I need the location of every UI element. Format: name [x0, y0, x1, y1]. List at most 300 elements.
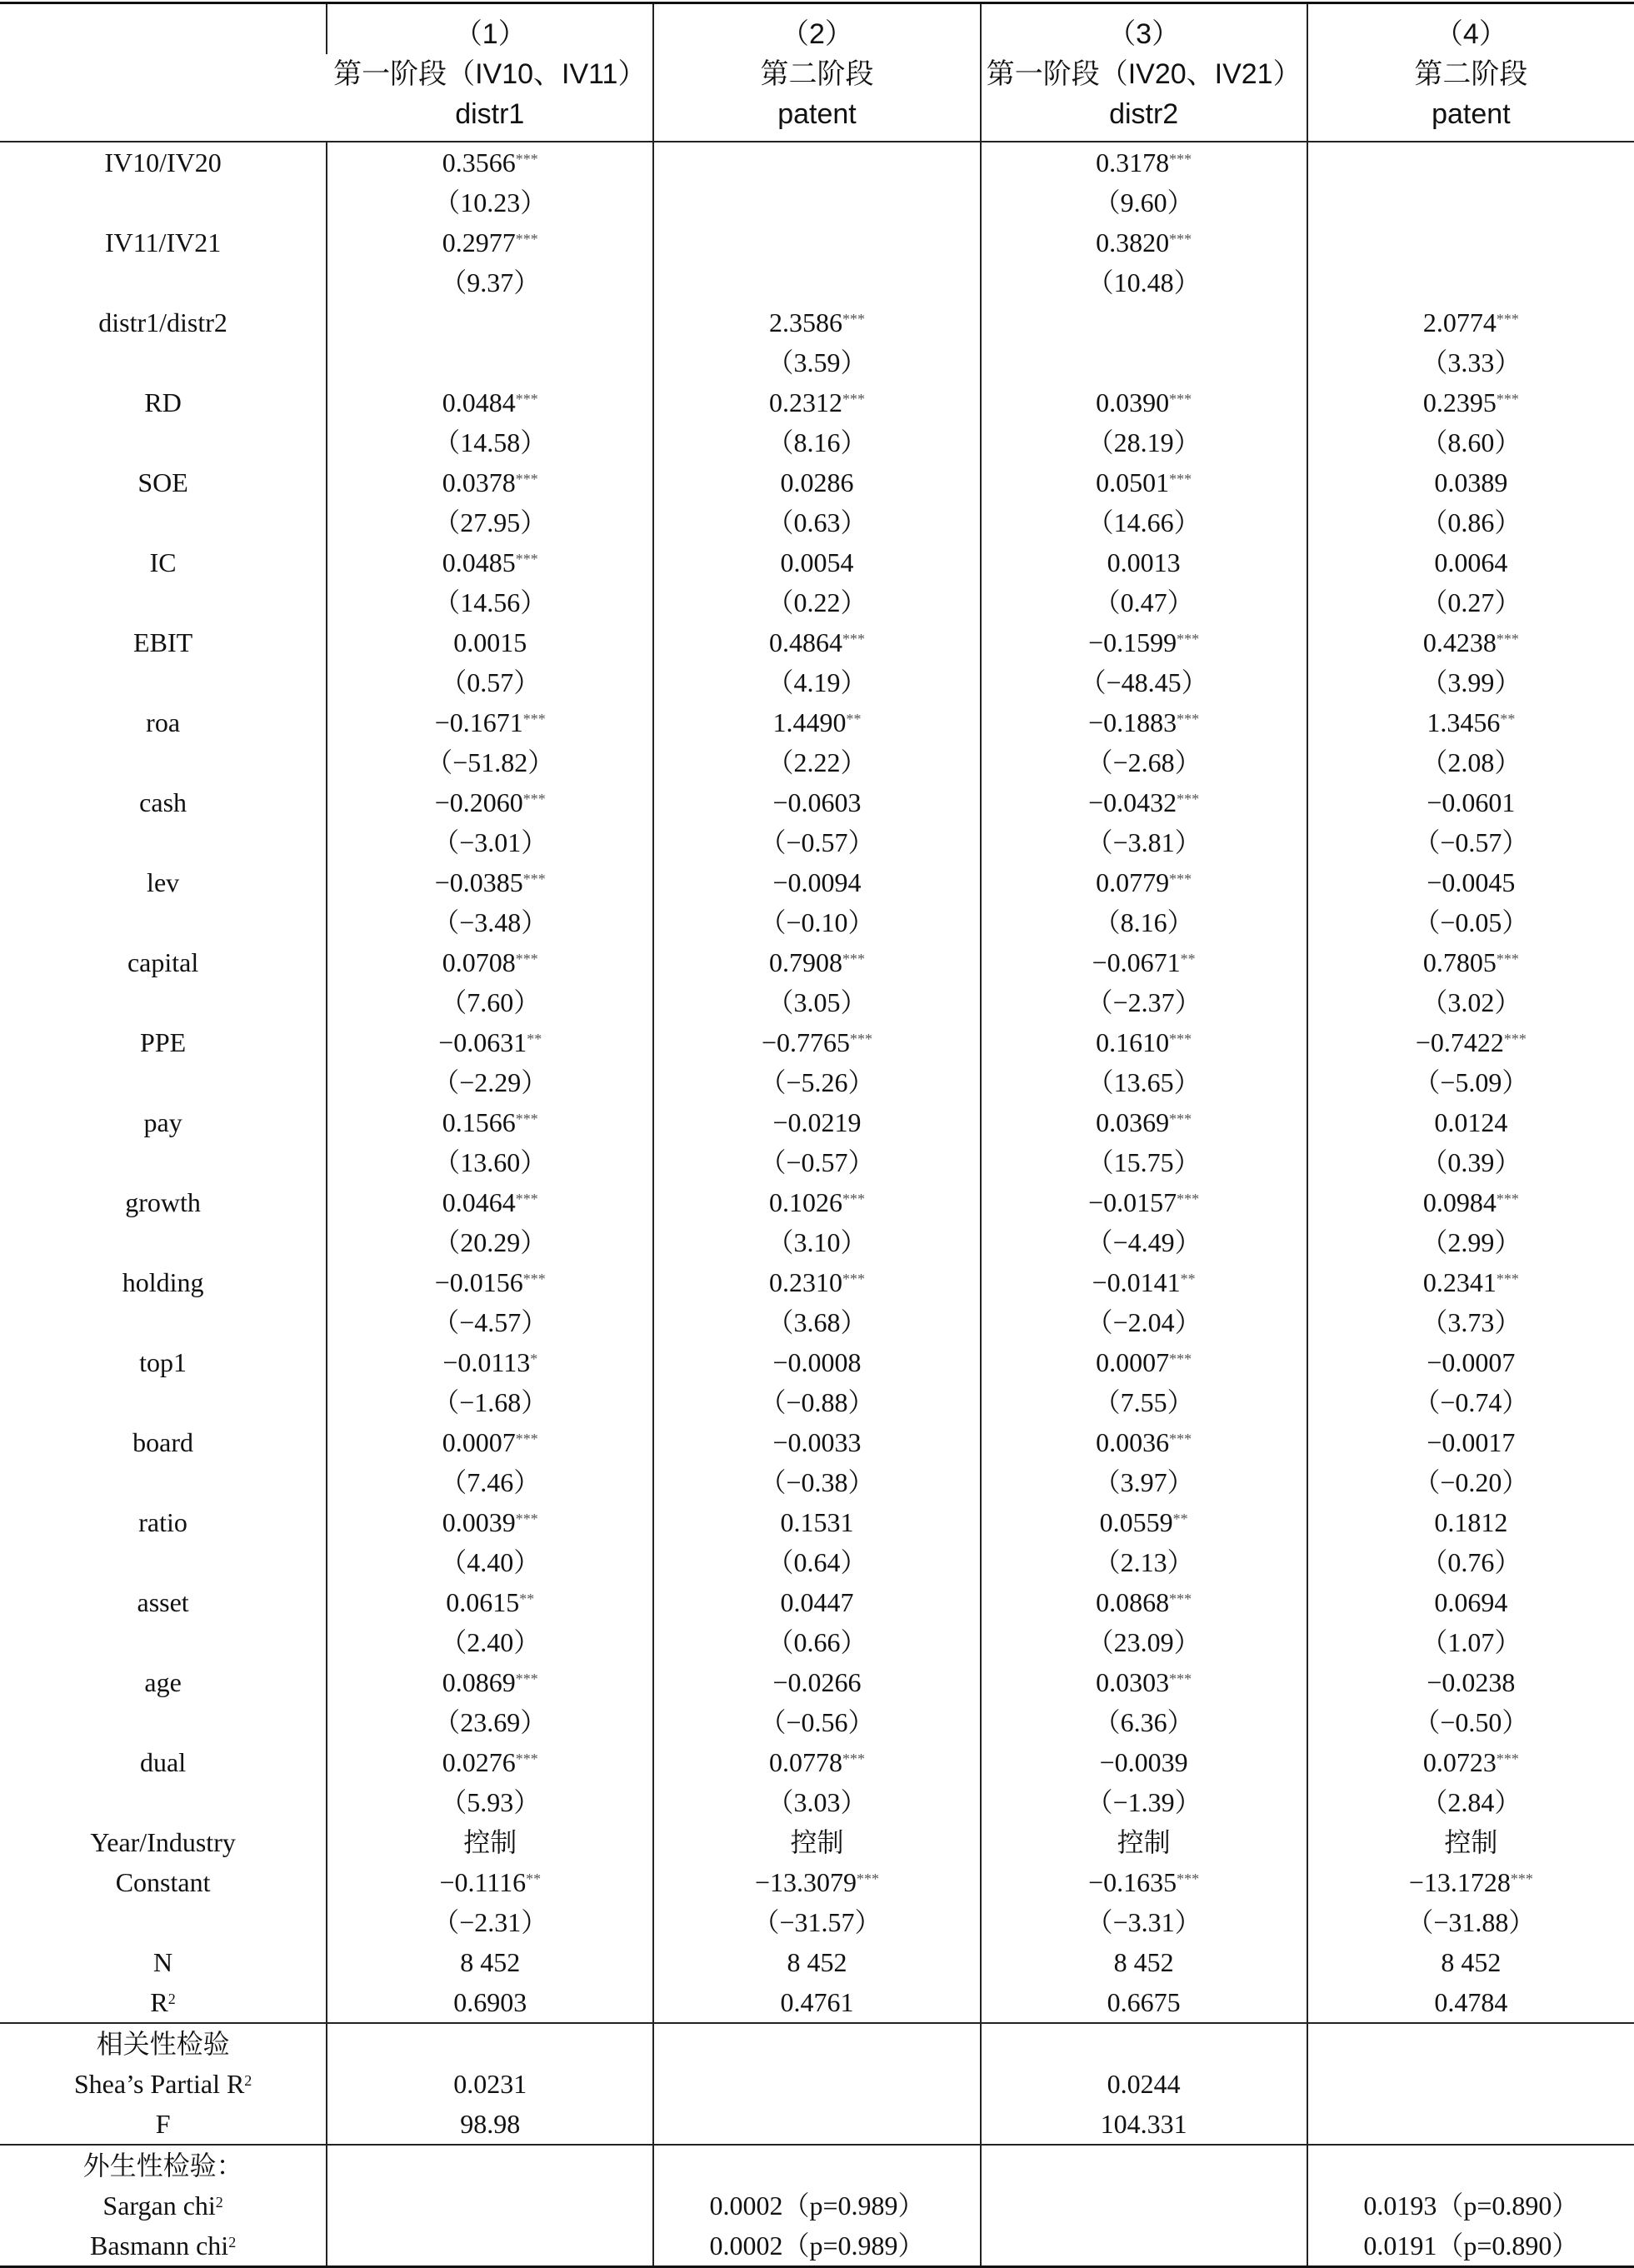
significance-stars: *** — [515, 1671, 538, 1687]
tstat-cell-value: （3.59） — [767, 347, 867, 377]
tstat-cell — [1307, 582, 1634, 622]
table-row-coef — [0, 1742, 1634, 1782]
tstat-cell — [1307, 1782, 1634, 1822]
coef-cell — [1307, 222, 1634, 262]
tstat-cell — [1307, 1062, 1634, 1102]
significance-stars: *** — [842, 311, 865, 327]
significance-stars: *** — [1169, 1031, 1192, 1047]
tstat-cell-value: （0.86） — [1421, 507, 1522, 537]
tstat-cell — [327, 422, 653, 462]
coef-cell-value: 0.3820 — [1096, 227, 1170, 257]
label-spacer — [0, 1622, 327, 1662]
variable-label-text: top1 — [139, 1347, 187, 1377]
tstat-cell — [981, 582, 1307, 622]
coef-cell-value: −0.1671 — [434, 707, 523, 737]
tstat-cell — [981, 1302, 1307, 1342]
n-cell-value: 8 452 — [1113, 1947, 1174, 1977]
coef-cell — [1307, 1182, 1634, 1222]
coef-cell-value: −0.0219 — [772, 1107, 862, 1137]
tstat-cell-value: （8.16） — [1093, 907, 1194, 937]
variable-label — [0, 782, 327, 822]
tstat-cell-value: （7.46） — [440, 1467, 541, 1497]
table-row-coef — [0, 1182, 1634, 1222]
tstat-cell-value: （−5.26） — [759, 1067, 875, 1097]
coef-cell — [981, 1182, 1307, 1222]
coef-cell-value: 0.0039 — [442, 1507, 516, 1537]
coef-cell-value: 1.4490 — [772, 707, 847, 737]
label-spacer — [0, 1222, 327, 1262]
table-row-tstat — [0, 1782, 1634, 1822]
tstat-cell — [653, 1302, 980, 1342]
coef-cell — [327, 862, 653, 902]
tstat-cell-value: （−2.29） — [432, 1067, 548, 1097]
coef-cell — [327, 222, 653, 262]
coef-cell-value: 0.2395 — [1422, 387, 1497, 417]
significance-stars: *** — [1496, 1751, 1519, 1767]
table-row-tstat — [0, 262, 1634, 302]
tstat-cell — [981, 1222, 1307, 1262]
variable-label — [0, 542, 327, 582]
coef-cell — [327, 1662, 653, 1702]
shea-cell-value: 0.0244 — [1107, 2069, 1181, 2099]
tstat-cell — [981, 182, 1307, 222]
table-row-coef — [0, 1502, 1634, 1542]
coef-cell — [1307, 462, 1634, 502]
coef-cell-value: 0.7908 — [768, 947, 842, 977]
shea-label — [0, 2064, 327, 2104]
empty-cell — [1307, 2145, 1634, 2186]
table-row-year-industry — [0, 1822, 1634, 1862]
tstat-cell — [1307, 262, 1634, 302]
coef-cell — [981, 222, 1307, 262]
n-cell — [981, 1942, 1307, 1982]
significance-stars: *** — [1177, 1871, 1200, 1887]
tstat-cell — [327, 902, 653, 942]
coef-cell-value: 0.0064 — [1434, 547, 1508, 577]
tstat-cell — [1307, 662, 1634, 702]
coef-cell — [327, 1182, 653, 1222]
coef-cell — [981, 302, 1307, 342]
tstat-cell — [327, 1542, 653, 1582]
basmann-label-superscript: 2 — [228, 2234, 237, 2251]
tstat-cell-value: （−4.57） — [432, 1307, 548, 1337]
coef-cell — [327, 382, 653, 422]
sargan-label — [0, 2186, 327, 2226]
table-row-coef — [0, 1022, 1634, 1062]
tstat-cell-value: （3.99） — [1421, 667, 1522, 697]
coef-cell — [981, 1342, 1307, 1382]
tstat-cell — [653, 1142, 980, 1182]
tstat-cell-value: （3.68） — [767, 1307, 867, 1337]
constant-label-text: Constant — [115, 1867, 211, 1897]
coef-cell-value: 0.2312 — [768, 387, 842, 417]
tstat-cell-value: （3.73） — [1421, 1307, 1522, 1337]
variable-label-text: IC — [149, 547, 177, 577]
tstat-cell-value: （−0.20） — [1413, 1467, 1529, 1497]
variable-label — [0, 1582, 327, 1622]
tstat-cell-value: （23.09） — [1087, 1627, 1201, 1657]
label-spacer — [0, 982, 327, 1022]
tstat-cell — [653, 262, 980, 302]
coef-cell — [327, 1582, 653, 1622]
f-cell-value: 104.331 — [1100, 2109, 1187, 2139]
table-row-tstat — [0, 502, 1634, 542]
control-cell-value: 控制 — [1444, 1827, 1498, 1857]
variable-label — [0, 302, 327, 342]
coef-cell — [327, 622, 653, 662]
label-spacer — [0, 742, 327, 782]
coef-cell-value: −0.1599 — [1088, 627, 1177, 657]
significance-stars: *** — [849, 1031, 872, 1047]
coef-cell — [981, 1262, 1307, 1302]
significance-stars: *** — [1177, 1191, 1200, 1207]
control-cell — [327, 1822, 653, 1862]
tstat-cell-value: （−2.37） — [1086, 987, 1202, 1017]
tstat-cell — [981, 342, 1307, 382]
sargan-cell-value: 0.0002（p=0.989） — [709, 2191, 925, 2221]
tstat-cell — [981, 662, 1307, 702]
tstat-cell — [1307, 902, 1634, 942]
coef-cell — [1307, 1102, 1634, 1142]
tstat-cell-value: （−31.88） — [1407, 1907, 1536, 1937]
tstat-cell — [653, 1462, 980, 1502]
tstat-cell — [1307, 822, 1634, 862]
variable-label-text: age — [144, 1667, 182, 1697]
tstat-cell — [981, 1902, 1307, 1942]
tstat-cell — [1307, 422, 1634, 462]
r2-cell-value: 0.6675 — [1107, 1987, 1181, 2017]
coef-cell — [1307, 142, 1634, 182]
table-row-constant-tstat — [0, 1902, 1634, 1942]
significance-stars: ** — [1180, 1271, 1196, 1287]
sargan-cell — [1307, 2186, 1634, 2226]
tstat-cell — [981, 1622, 1307, 1662]
significance-stars: *** — [515, 1431, 538, 1447]
tstat-cell — [653, 1542, 980, 1582]
coef-cell-value: 0.0708 — [442, 947, 516, 977]
significance-stars: ** — [846, 711, 862, 727]
variable-label — [0, 1182, 327, 1222]
tstat-cell-value: （−51.82） — [426, 747, 555, 777]
variable-label — [0, 1262, 327, 1302]
tstat-cell — [327, 1782, 653, 1822]
coef-cell-value: 0.0694 — [1434, 1587, 1508, 1617]
tstat-cell — [981, 822, 1307, 862]
coef-cell — [1307, 1262, 1634, 1302]
significance-stars: ** — [1180, 951, 1196, 967]
tstat-cell-value: （−3.01） — [432, 827, 548, 857]
tstat-cell-value: （−0.38） — [759, 1467, 875, 1497]
r2-cell — [1307, 1982, 1634, 2023]
variable-label-text: IV11/IV21 — [104, 227, 222, 257]
coef-cell-value: 0.0868 — [1096, 1587, 1170, 1617]
tstat-cell-value: （4.40） — [440, 1547, 541, 1577]
table-row-tstat — [0, 182, 1634, 222]
tstat-cell-value: （2.13） — [1093, 1547, 1194, 1577]
label-spacer — [0, 902, 327, 942]
tstat-cell-value: （−0.74） — [1413, 1387, 1529, 1417]
tstat-cell — [1307, 1222, 1634, 1262]
tstat-cell-value: （8.60） — [1421, 427, 1522, 457]
table-row-coef — [0, 622, 1634, 662]
coef-cell — [653, 1182, 980, 1222]
significance-stars: *** — [1169, 1591, 1192, 1607]
significance-stars: *** — [522, 711, 546, 727]
tstat-cell — [653, 342, 980, 382]
coef-cell — [653, 542, 980, 582]
shea-label-superscript: 2 — [244, 2072, 252, 2089]
tstat-cell — [327, 1222, 653, 1262]
r2-cell-value: 0.6903 — [453, 1987, 527, 2017]
tstat-cell — [1307, 502, 1634, 542]
tstat-cell — [1307, 1702, 1634, 1742]
year-industry-label-text: Year/Industry — [90, 1827, 236, 1857]
coef-cell-value: 0.0286 — [780, 467, 854, 497]
header-col-stage: 第二阶段 — [1307, 54, 1634, 94]
coef-cell — [327, 542, 653, 582]
label-spacer — [0, 342, 327, 382]
tstat-cell — [981, 1142, 1307, 1182]
tstat-cell-value: （3.97） — [1093, 1467, 1194, 1497]
r2-cell — [653, 1982, 980, 2023]
empty-cell — [981, 2145, 1307, 2186]
table-row-coef — [0, 782, 1634, 822]
coef-cell-value: 0.1531 — [780, 1507, 854, 1537]
coef-cell-value: 0.0007 — [1096, 1347, 1170, 1377]
label-spacer — [0, 822, 327, 862]
tstat-cell-value: （9.37） — [440, 267, 541, 297]
tstat-cell-value: （1.07） — [1421, 1627, 1522, 1657]
relevance-title-text: 相关性检验 — [96, 2029, 230, 2059]
basmann-cell — [981, 2226, 1307, 2267]
coef-cell-value: 0.0303 — [1096, 1667, 1170, 1697]
header-col-number: （3） — [981, 3, 1307, 55]
significance-stars: *** — [1169, 1111, 1192, 1127]
variable-label-text: growth — [125, 1187, 201, 1217]
tstat-cell-value: （10.23） — [433, 187, 547, 217]
coef-cell — [1307, 542, 1634, 582]
tstat-cell — [653, 822, 980, 862]
variable-label — [0, 622, 327, 662]
coef-cell — [981, 1502, 1307, 1542]
table-row-tstat — [0, 822, 1634, 862]
coef-cell-value: −0.0017 — [1427, 1427, 1516, 1457]
coef-cell-value: 0.3566 — [442, 147, 516, 177]
coef-cell — [981, 782, 1307, 822]
coef-cell — [1307, 702, 1634, 742]
coef-cell — [981, 1662, 1307, 1702]
coef-cell — [981, 702, 1307, 742]
coef-cell-value: 0.4238 — [1422, 627, 1497, 657]
significance-stars: *** — [1169, 1671, 1192, 1687]
variable-label-text: IV10/IV20 — [104, 147, 222, 177]
significance-stars: *** — [1496, 311, 1519, 327]
coef-cell — [1307, 622, 1634, 662]
significance-stars: *** — [522, 871, 546, 887]
coef-cell-value: −0.0094 — [772, 867, 862, 897]
variable-label-text: pay — [143, 1107, 182, 1137]
control-cell — [653, 1822, 980, 1862]
table-row-coef — [0, 1662, 1634, 1702]
significance-stars: *** — [515, 471, 538, 487]
significance-stars: *** — [515, 951, 538, 967]
variable-label — [0, 462, 327, 502]
coef-cell-value: −13.1728 — [1408, 1867, 1511, 1897]
coef-cell — [653, 1502, 980, 1542]
variable-label — [0, 1422, 327, 1462]
tstat-cell — [653, 1382, 980, 1422]
significance-stars: *** — [515, 391, 538, 407]
tstat-cell — [327, 822, 653, 862]
tstat-cell-value: （14.56） — [433, 587, 547, 617]
shea-label-text: Shea’s Partial R — [73, 2069, 245, 2099]
significance-stars: *** — [1169, 1351, 1192, 1367]
coef-cell — [327, 942, 653, 982]
tstat-cell-value: （−4.49） — [1086, 1227, 1202, 1257]
label-spacer — [0, 662, 327, 702]
coef-cell — [653, 1422, 980, 1462]
n-cell-value: 8 452 — [1441, 1947, 1502, 1977]
coef-cell — [653, 1582, 980, 1622]
significance-stars: ** — [519, 1591, 535, 1607]
n-label-text: N — [153, 1947, 173, 1977]
tstat-cell-value: （0.57） — [440, 667, 541, 697]
coef-cell — [653, 862, 980, 902]
table-row-coef — [0, 302, 1634, 342]
significance-stars: ** — [527, 1031, 542, 1047]
tstat-cell — [653, 742, 980, 782]
significance-stars: *** — [1496, 1191, 1519, 1207]
sargan-cell-value: 0.0193（p=0.890） — [1363, 2191, 1579, 2221]
coef-cell — [1307, 382, 1634, 422]
tstat-cell-value: （−0.05） — [1413, 907, 1529, 937]
tstat-cell-value: （−0.50） — [1413, 1707, 1529, 1737]
significance-stars: *** — [1496, 631, 1519, 647]
tstat-cell-value: （0.27） — [1421, 587, 1522, 617]
tstat-cell-value: （10.48） — [1087, 267, 1201, 297]
f-cell — [327, 2104, 653, 2145]
coef-cell-value: −0.2060 — [434, 787, 523, 817]
coef-cell-value: 0.0036 — [1096, 1427, 1170, 1457]
variable-label-text: asset — [137, 1587, 189, 1617]
n-cell-value: 8 452 — [787, 1947, 847, 1977]
table-row-tstat — [0, 742, 1634, 782]
header-col-stage: 第二阶段 — [653, 54, 980, 94]
label-spacer — [0, 1462, 327, 1502]
tstat-cell-value: （2.40） — [440, 1627, 541, 1657]
variable-label — [0, 942, 327, 982]
f-cell — [981, 2104, 1307, 2145]
tstat-cell-value: （−48.45） — [1079, 667, 1208, 697]
tstat-cell-value: （−0.57） — [1413, 827, 1529, 857]
tstat-cell — [653, 502, 980, 542]
variable-label — [0, 702, 327, 742]
sargan-cell — [981, 2186, 1307, 2226]
coef-cell — [653, 942, 980, 982]
table-row-relevance-title — [0, 2023, 1634, 2064]
coef-cell — [1307, 1022, 1634, 1062]
constant-label — [0, 1862, 327, 1902]
significance-stars: *** — [522, 1271, 546, 1287]
significance-stars: *** — [515, 1511, 538, 1527]
coef-cell-value: 0.0723 — [1422, 1747, 1497, 1777]
coef-cell — [1307, 302, 1634, 342]
tstat-cell-value: （2.22） — [767, 747, 867, 777]
variable-label-text: roa — [146, 707, 181, 737]
coef-cell-value: −0.0601 — [1427, 787, 1516, 817]
significance-stars: *** — [1177, 711, 1200, 727]
significance-stars: *** — [842, 631, 865, 647]
coef-cell — [653, 382, 980, 422]
basmann-label-text: Basmann chi — [90, 2231, 229, 2261]
table-row-tstat — [0, 662, 1634, 702]
basmann-cell-value: 0.0002（p=0.989） — [709, 2231, 925, 2261]
coef-cell-value: 0.0464 — [442, 1187, 516, 1217]
table-row-coef — [0, 142, 1634, 182]
tstat-cell-value: （−2.31） — [432, 1907, 548, 1937]
coef-cell — [981, 382, 1307, 422]
coef-cell-value: 0.0054 — [780, 547, 854, 577]
table-row-basmann — [0, 2226, 1634, 2267]
tstat-cell — [327, 982, 653, 1022]
header-col-number: （2） — [653, 3, 980, 55]
exogeneity-title-text: 外生性检验： — [82, 2151, 243, 2181]
label-spacer — [0, 1382, 327, 1422]
tstat-cell — [327, 262, 653, 302]
tstat-cell — [981, 1542, 1307, 1582]
coef-cell — [653, 1662, 980, 1702]
tstat-cell — [653, 1622, 980, 1662]
significance-stars: *** — [1496, 391, 1519, 407]
table-row-sargan — [0, 2186, 1634, 2226]
header-col-dependent: distr1 — [455, 98, 525, 130]
tstat-cell-value: （13.60） — [433, 1147, 547, 1177]
coef-cell — [981, 1422, 1307, 1462]
table-body — [0, 142, 1634, 2267]
significance-stars: *** — [1169, 471, 1192, 487]
label-spacer — [0, 182, 327, 222]
table-row-coef — [0, 702, 1634, 742]
coef-cell — [981, 1022, 1307, 1062]
significance-stars: *** — [1503, 1031, 1527, 1047]
coef-cell-value: 0.2310 — [768, 1267, 842, 1297]
variable-label — [0, 142, 327, 182]
exogeneity-title — [0, 2145, 327, 2186]
coef-cell — [327, 1422, 653, 1462]
sargan-label-superscript: 2 — [215, 2194, 223, 2211]
n-label — [0, 1942, 327, 1982]
table-row-coef — [0, 1262, 1634, 1302]
sargan-cell — [653, 2186, 980, 2226]
coef-cell-value: 0.0501 — [1096, 467, 1170, 497]
coef-cell-value: −0.0157 — [1088, 1187, 1177, 1217]
coef-cell — [981, 1742, 1307, 1782]
significance-stars: ** — [1172, 1511, 1188, 1527]
coef-cell-value: 0.0369 — [1096, 1107, 1170, 1137]
coef-cell-value: −0.0113 — [442, 1347, 531, 1377]
tstat-cell-value: （2.08） — [1421, 747, 1522, 777]
coef-cell-value: −0.0141 — [1092, 1267, 1181, 1297]
tstat-cell — [1307, 1622, 1634, 1662]
table-row-coef — [0, 1102, 1634, 1142]
coef-cell-value: −0.0671 — [1092, 947, 1181, 977]
n-cell-value: 8 452 — [460, 1947, 521, 1977]
coef-cell-value: 1.3456 — [1427, 707, 1501, 737]
coef-cell-value: 0.0869 — [442, 1667, 516, 1697]
n-cell — [1307, 1942, 1634, 1982]
tstat-cell-value: （5.93） — [440, 1787, 541, 1817]
variable-label — [0, 1502, 327, 1542]
